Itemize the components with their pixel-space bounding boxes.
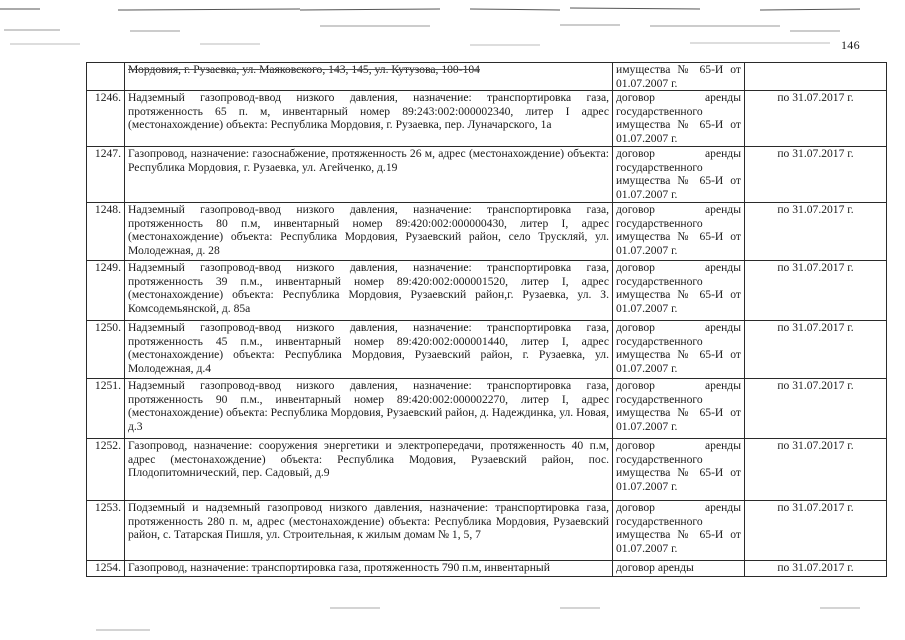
table-row [87, 321, 887, 379]
table-row [87, 261, 887, 321]
row-number [87, 63, 125, 91]
lease-term: по 31.07.2017 г. [745, 439, 887, 501]
lease-term: по 31.07.2017 г. [745, 379, 887, 439]
lease-basis: имущества № 65-И от 01.07.2007 г. [613, 63, 745, 91]
row-number: 1250. [87, 321, 125, 379]
lease-term: по 31.07.2017 г. [745, 321, 887, 379]
property-registry-table [86, 62, 887, 577]
object-description: Подземный и надземный газопровод низкого давления, назначение: транспортировка газа, протяженность 280 п. м, адрес (местонахождение) объекта: Республика Мордовия, Рузаевский район, с. Татарская Пишля, ул. Строительная, к жилым домам № 1, 5, 7 [125, 501, 613, 561]
object-description: Надземный газопровод-ввод низкого давления, назначение: транспортировка газа, протяженность 65 п. м, инвентарный номер 89:243:002:000002340, литер I адрес (местонахождение) объекта: Республика Мордовия, г. Рузаевка, пер. Луначарского, 1а [125, 91, 613, 147]
table-row [87, 147, 887, 203]
object-description: Мордовия, г. Рузаевка, ул. Маяковского, 143, 145, ул. Кутузова, 100-104 [125, 63, 613, 91]
lease-basis: договор аренды государственного имущества № 65-И от 01.07.2007 г. [613, 379, 745, 439]
table-row [87, 91, 887, 147]
row-number: 1248. [87, 203, 125, 261]
row-number: 1253. [87, 501, 125, 561]
object-description: Газопровод, назначение: сооружения энергетики и электропередачи, протяженность 40 п.м, адрес (местонахождение) объекта: Республика Модовия, Рузаевский район, пос. Плодопитомнический, пер. Садовый, д.9 [125, 439, 613, 501]
lease-basis: договор аренды государственного имущества № 65-И от 01.07.2007 г. [613, 501, 745, 561]
object-description: Надземный газопровод-ввод низкого давления, назначение: транспортировка газа, протяженность 80 п.м, инвентарный номер 89:420:002:000000430, литер I, адрес (местонахождение) объекта: Республика Мордовия, Рузаевский район, село Трускляй, ул. Молодежная, д. 28 [125, 203, 613, 261]
lease-term: по 31.07.2017 г. [745, 501, 887, 561]
lease-basis: договор аренды [613, 561, 745, 577]
object-description: Газопровод, назначение: газоснабжение, протяженность 26 м, адрес (местонахождение) объекта: Республика Мордовия, г. Рузаевка, ул. Агейченко, д.19 [125, 147, 613, 203]
lease-basis: договор аренды государственного имущества № 65-И от 01.07.2007 г. [613, 147, 745, 203]
page-number: 146 [841, 38, 860, 52]
lease-basis: договор аренды государственного имущества № 65-И от 01.07.2007 г. [613, 321, 745, 379]
lease-basis: договор аренды государственного имущества № 65-И от 01.07.2007 г. [613, 203, 745, 261]
row-number: 1251. [87, 379, 125, 439]
lease-term [745, 63, 887, 91]
object-description: Газопровод, назначение: транспортировка газа, протяженность 790 п.м, инвентарный [125, 561, 613, 577]
table-row [87, 203, 887, 261]
table-row [87, 379, 887, 439]
lease-term: по 31.07.2017 г. [745, 91, 887, 147]
table-row [87, 63, 887, 91]
row-number: 1247. [87, 147, 125, 203]
row-number: 1252. [87, 439, 125, 501]
object-description: Надземный газопровод-ввод низкого давления, назначение: транспортировка газа, протяженность 90 п.м., инвентарный номер 89:420:002:000002270, литер I, адрес (местонахождение) объекта: Республика Мордовия, Рузаевский район, д. Надеждинка, ул. Новая, д.3 [125, 379, 613, 439]
scan-noise-top [0, 0, 905, 48]
lease-term: по 31.07.2017 г. [745, 261, 887, 321]
row-number: 1246. [87, 91, 125, 147]
lease-basis: договор аренды государственного имущества № 65-И от 01.07.2007 г. [613, 439, 745, 501]
table-row [87, 561, 887, 577]
object-description: Надземный газопровод-ввод низкого давления, назначение: транспортировка газа, протяженность 39 п.м., инвентарный номер 89:420:002:000001520, литер I, адрес (местонахождение) объекта: Республика Мордовия, Рузаевский район,г. Рузаевка, ул. З. Комсодемьянской, д. 85а [125, 261, 613, 321]
table-row [87, 439, 887, 501]
lease-term: по 31.07.2017 г. [745, 203, 887, 261]
lease-basis: договор аренды государственного имущества № 65-И от 01.07.2007 г. [613, 91, 745, 147]
lease-term: по 31.07.2017 г. [745, 561, 887, 577]
table-row [87, 501, 887, 561]
row-number: 1254. [87, 561, 125, 577]
lease-term: по 31.07.2017 г. [745, 147, 887, 203]
object-description: Надземный газопровод-ввод низкого давления, назначение: транспортировка газа, протяженность 45 п.м., инвентарный номер 89:420:002:000001440, литер I, адрес (местонахождение) объекта: Республика Мордовия, Рузаевский район, г. Рузаевка, ул. Молодежная, д.4 [125, 321, 613, 379]
lease-basis: договор аренды государственного имущества № 65-И от 01.07.2007 г. [613, 261, 745, 321]
scan-noise-bottom [0, 600, 905, 640]
row-number: 1249. [87, 261, 125, 321]
